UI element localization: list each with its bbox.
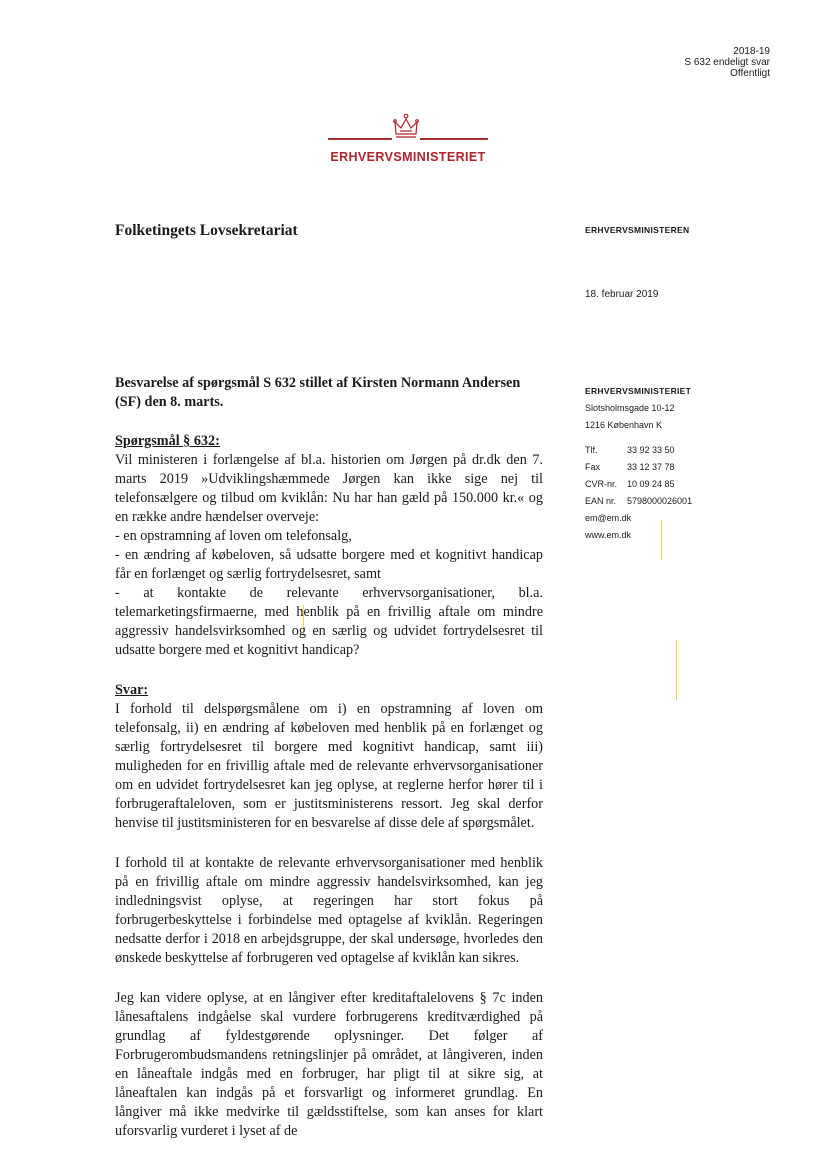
answer-paragraph: I forhold til at kontakte de relevante erhvervsorganisationer med henblik på en frivillig aftale om mindre aggressiv handelsvirksomhed, kan jeg indledningsvist oplyse, at regeringen har stort fokus på forbrugerbeskyttelse i forbindelse med optagelse af kviklån. Regeringen nedsatte derfor i 2018 en arbejdsgruppe, der skal undersøge, hvorledes den ønskede beskyttelse af forbrugeren ved optagelse af kviklån kan sikres. [115,855,543,966]
contact-address-city: 1216 København K [585,420,663,430]
recipient: Folketingets Lovsekretariat [115,222,298,239]
question-title: Spørgsmål § 632: [115,433,220,449]
question-bullet: - en ændring af købeloven, så udsatte borgere med et kognitivt handicap får en forlænget og særlig fortrydelsesret, samt [115,547,543,582]
contact-address-street: Slotsholmsgade 10-12 [585,403,675,413]
cvr-label: CVR-nr. [585,479,618,489]
phone-value: 33 92 33 50 [627,445,675,455]
crown-icon [392,112,420,142]
fax-value: 33 12 37 78 [627,462,675,472]
answer-paragraph: I forhold til delspørgsmålene om i) en opstramning af loven om telefonsalg, ii) en ændring af købeloven med henblik på en forlænget og særlig fortrydelsesret til borgere med kognitivt handicap, samt iii) muligheden for en frivillig aftale med de relevante erhvervsorganisationer om en udvidet fortrydelsesret kan jeg oplyse, at reglerne herfor hører til i forbrugeraftaleloven, som er justitsministerens ressort. Jeg skal derfor henvise til justitsministeren for en besvarelse af disse dele af spørgsmålet. [115,701,543,831]
ean-value: 5798000026001 [627,496,693,506]
question-bullet: - at kontakte de relevante erhvervsorganisationer, bl.a. telemarketingsfirmaerne, med henblik på en frivillig aftale om mindre aggressiv handelsvirksomhed og en særlig og udvidet fortrydelsesret til udsatte borgere med et kognitivt handicap? [115,585,543,658]
contact-phone [585,442,692,459]
contact-email[interactable]: em@em.dk [585,513,632,523]
logo-rule-right [420,138,488,140]
fax-label: Fax [585,462,601,472]
contact-block [585,383,692,544]
reference-case: S 632 endeligt svar [684,57,770,68]
document-reference [684,46,770,79]
cvr-value: 10 09 24 85 [627,479,675,489]
scan-mark [676,640,677,700]
reference-status: Offentligt [730,68,770,79]
contact-website[interactable]: www.em.dk [585,530,632,540]
reference-session: 2018-19 [733,46,770,57]
letter-body [115,374,543,1162]
logo-rule-left [328,138,392,140]
sender-title: ERHVERVSMINISTEREN [585,225,690,235]
contact-ean [585,493,692,510]
contact-ministry: ERHVERVSMINISTERIET [585,386,692,396]
ministry-logo [328,112,488,172]
answer-paragraph: Jeg kan videre oplyse, at en långiver efter kreditaftalelovens § 7c inden lånesaftalens indgåelse skal vurdere forbrugerens kreditværdighed på grundlag af fyldestgørende oplysninger. Det følger af Forbrugerombudsmandens retningslinjer på området, at långiveren, inden en låneaftale indgås med en forbruger, har pligt til at sikre sig, at låneaftalen kan indgås på et forsvarligt og informeret grundlag. En långiver må ikke medvirke til gældsstiftelse, som kan anses for klart uforsvarlig vurderet i lyset af de [115,990,543,1139]
question-intro: Vil ministeren i forlængelse af bl.a. historien om Jørgen på dr.dk den 7. marts 2019 »Udviklingshæmmede Jørgen kan ikke sige nej til telefonsælgere og tilbud om kviklån: Nu har han gæld på 150.000 kr.« og en række andre hændelser overveje: [115,452,543,525]
contact-fax [585,459,692,476]
question-bullet: - en opstramning af loven om telefonsalg, [115,528,352,544]
contact-cvr [585,476,692,493]
ministry-name: ERHVERVSMINISTERIET [330,150,486,164]
phone-label: Tlf. [585,445,598,455]
answer-title: Svar: [115,682,149,698]
ean-label: EAN nr. [585,496,617,506]
letter-date: 18. februar 2019 [585,289,659,300]
letter-subject: Besvarelse af spørgsmål S 632 stillet af Kirsten Normann Andersen (SF) den 8. marts. [115,375,521,410]
scan-mark [661,520,662,560]
